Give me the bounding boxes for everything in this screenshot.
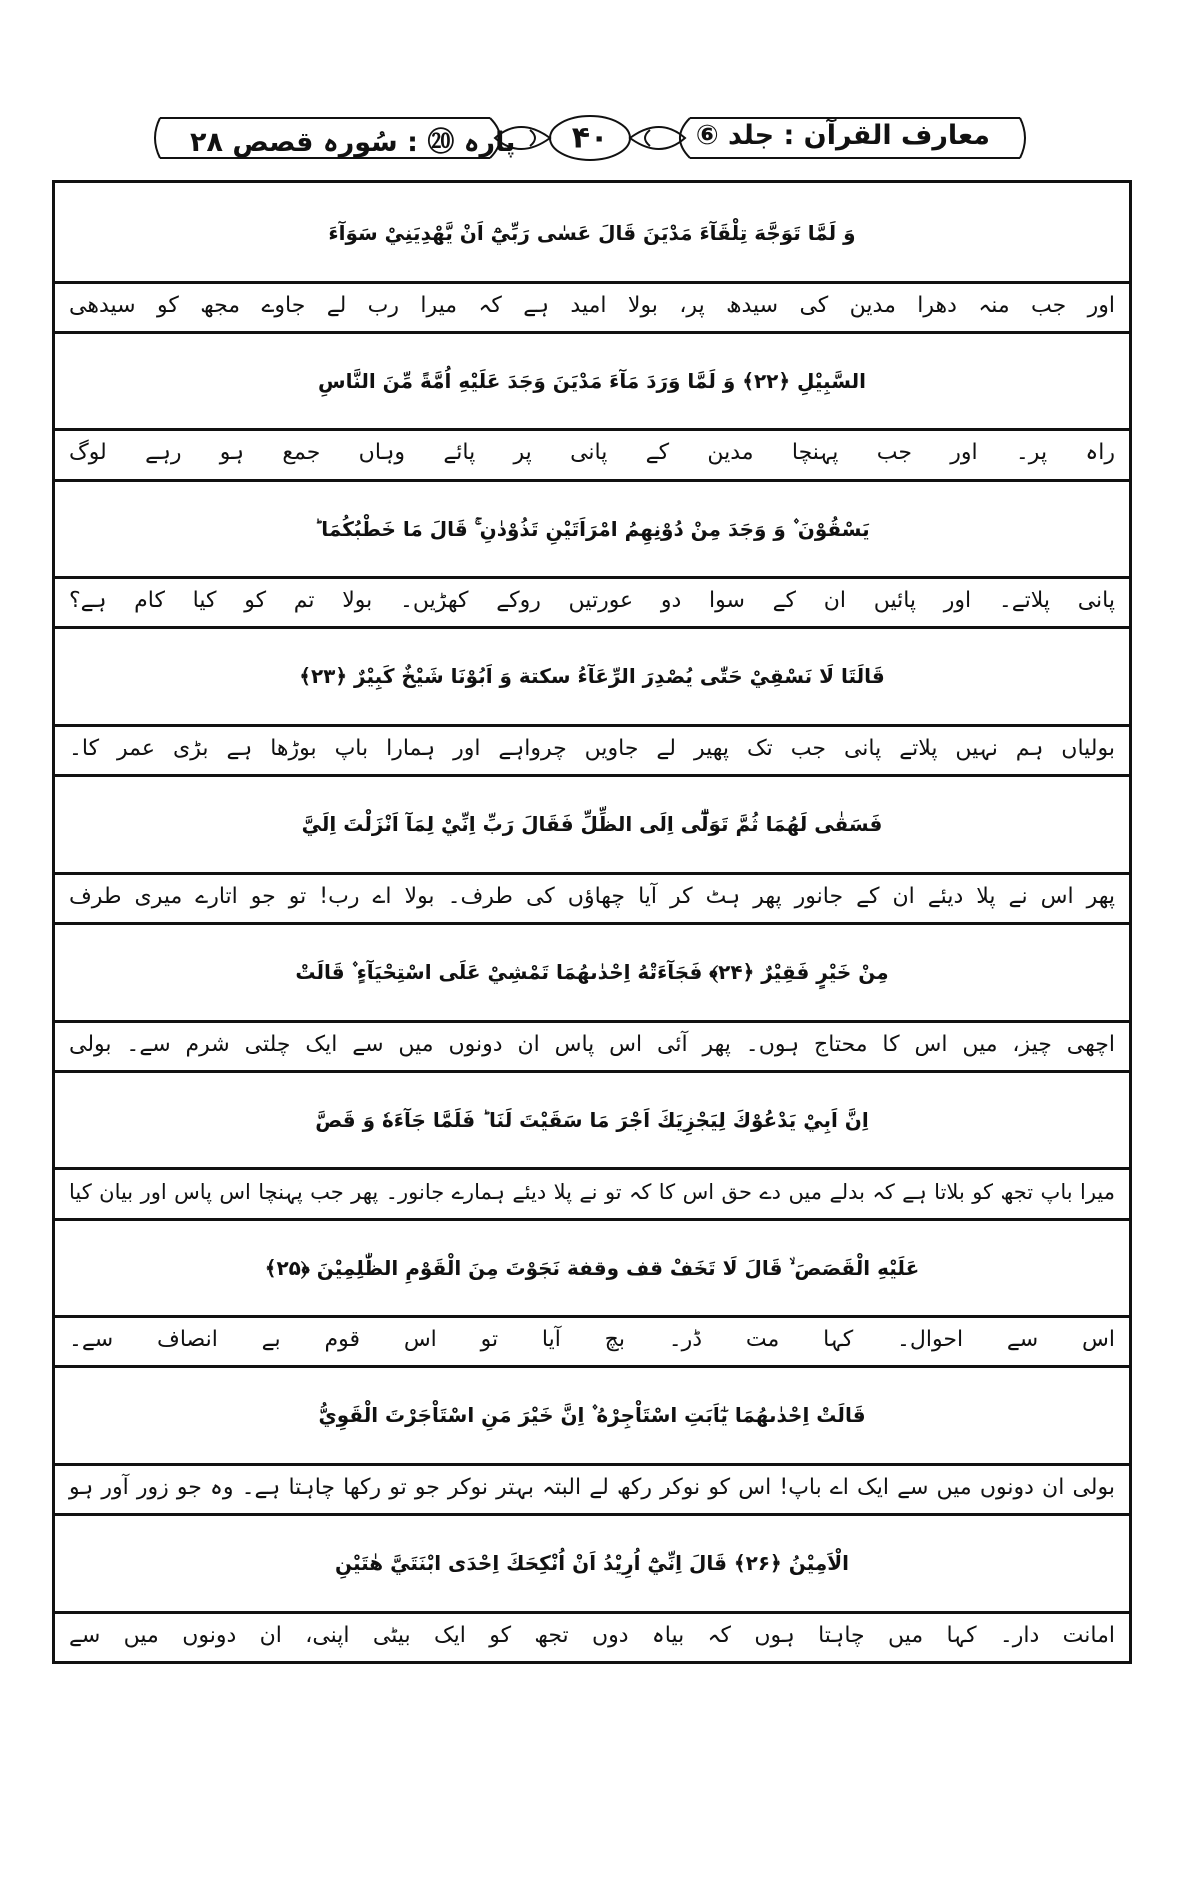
urdu-translation-line: امانت دار۔ کہا میں چاہتا ہوں کہ بیاہ دوں تجھ کو ایک بیٹی اپنی، ان دونوں میں سے	[69, 1622, 1115, 1648]
urdu-translation-line: اور جب منہ دھرا مدین کی سیدھ پر، بولا امید ہے کہ میرا رب لے جاوے مجھ کو سیدھی	[69, 292, 1115, 318]
divider	[55, 1365, 1129, 1368]
divider	[55, 922, 1129, 925]
arabic-line: عَلَيْهِ الْقَصَصَ ۙ قَالَ لَا تَخَفْ قف وقفة نَجَوْتَ مِنَ الْقَوْمِ الظّٰلِمِيْنَ ﴿۲۵﴾	[264, 1255, 920, 1280]
arabic-line: اِنَّ اَبِيْ يَدْعُوْكَ لِيَجْزِيَكَ اَجْرَ مَا سَقَيْتَ لَنَا ؕ فَلَمَّا جَآءَهٗ وَ قَصَّ	[315, 1107, 869, 1132]
arabic-line: الْاَمِيْنُ ﴿۲۶﴾ قَالَ اِنِّيْٓ اُرِيْدُ اَنْ اُنْكِحَكَ اِحْدَى ابْنَتَيَّ هٰتَيْنِ	[334, 1551, 850, 1576]
divider	[55, 1611, 1129, 1614]
divider	[55, 724, 1129, 727]
urdu-translation-line: بولیاں ہم نہیں پلاتے پانی جب تک پھیر لے جاویں چرواہے اور ہمارا باپ بوڑھا ہے بڑی عمر کا۔	[69, 735, 1115, 761]
divider	[55, 1513, 1129, 1516]
arabic-line: قَالَتْ اِحْدٰىهُمَا يٰٓاَبَتِ اسْتَاْجِرْهُ ۫ اِنَّ خَيْرَ مَنِ اسْتَاْجَرْتَ الْقَوِيُّ	[318, 1403, 866, 1428]
arabic-line: قَالَتَا لَا نَسْقِيْ حَتّٰى يُصْدِرَ الرِّعَآءُ سکتة وَ اَبُوْنَا شَيْخٌ كَبِيْرٌ ﴿۲۳﴾	[299, 664, 885, 689]
arabic-line: السَّبِيْلِ ﴿۲۲﴾ وَ لَمَّا وَرَدَ مَآءَ مَدْيَنَ وَجَدَ عَلَيْهِ اُمَّةً مِّنَ النَّاسِ	[318, 368, 866, 393]
urdu-translation-line: بولی ان دونوں میں سے ایک اے باپ! اس کو نوکر رکھ لے البتہ بہتر نوکر جو تو رکھا چاہتا ہے۔ وہ جو زور آور ہو	[69, 1474, 1115, 1500]
urdu-translation-line: پانی پلاتے۔ اور پائیں ان کے سوا دو عورتیں روکے کھڑیں۔ بولا تم کو کیا کام ہے؟	[69, 588, 1115, 614]
divider	[55, 576, 1129, 579]
divider	[55, 1463, 1129, 1466]
page-number-ornament	[510, 110, 670, 166]
page-number: ۴۰	[571, 120, 609, 156]
divider	[55, 428, 1129, 431]
book-title: معارف القرآن : جلد ⑥	[695, 120, 990, 151]
urdu-translation-line: راہ پر۔ اور جب پہنچا مدین کے پانی پر پائے وہاں جمع ہو رہے لوگ	[69, 440, 1115, 466]
divider	[55, 774, 1129, 777]
divider	[55, 1070, 1129, 1073]
urdu-translation-line: اس سے احوال۔ کہا مت ڈر۔ بچ آیا تو اس قوم بے انصاف سے۔	[69, 1327, 1115, 1353]
arabic-line: فَسَقٰى لَهُمَا ثُمَّ تَوَلّٰٓى اِلَى الظِّلِّ فَقَالَ رَبِّ اِنِّيْ لِمَآ اَنْزَلْتَ اِلَيَّ	[301, 812, 883, 837]
divider	[55, 626, 1129, 629]
page-header	[150, 110, 1030, 166]
arabic-line: وَ لَمَّا تَوَجَّهَ تِلْقَآءَ مَدْيَنَ قَالَ عَسٰى رَبِّيْٓ اَنْ يَّهْدِيَنِيْ سَوَآءَ	[328, 221, 856, 245]
divider	[55, 479, 1129, 482]
divider	[55, 1020, 1129, 1023]
divider	[55, 331, 1129, 334]
divider	[55, 1167, 1129, 1170]
urdu-translation-line: اچھی چیز، میں اس کا محتاج ہوں۔ پھر آئی اس پاس ان دونوں میں سے ایک چلتی شرم سے۔ بولی	[69, 1031, 1115, 1057]
divider	[55, 1315, 1129, 1318]
arabic-line: يَسْقُوْنَ ۫ وَ وَجَدَ مِنْ دُوْنِهِمُ امْرَاَتَيْنِ تَذُوْدٰنِ ۚ قَالَ مَا خَطْبُكُمَا ؕ	[314, 516, 870, 541]
arabic-line: مِنْ خَيْرٍ فَقِيْرٌ ﴿۲۴﴾ فَجَآءَتْهُ اِحْدٰىهُمَا تَمْشِيْ عَلَى اسْتِحْيَآءٍ ۫ قَالَتْ	[295, 960, 889, 984]
divider	[55, 1218, 1129, 1221]
urdu-translation-line: میرا باپ تجھ کو بلاتا ہے کہ بدلے میں دے حق اس کا کہ تو نے پلا دیئے ہمارے جانور۔ پھر جب پہنچا اس پاس اور بیان کیا	[69, 1180, 1115, 1205]
divider	[55, 872, 1129, 875]
urdu-translation-line: پھر اس نے پلا دیئے ان کے جانور پھر ہٹ کر آیا چھاؤں کی طرف۔ بولا اے رب! تو جو اتارے میری طرف	[69, 883, 1115, 909]
divider	[55, 281, 1129, 284]
surah-reference: پارہ ⑳ : سُورہ قصص ۲۸	[190, 127, 516, 158]
text-body	[52, 180, 1132, 1664]
